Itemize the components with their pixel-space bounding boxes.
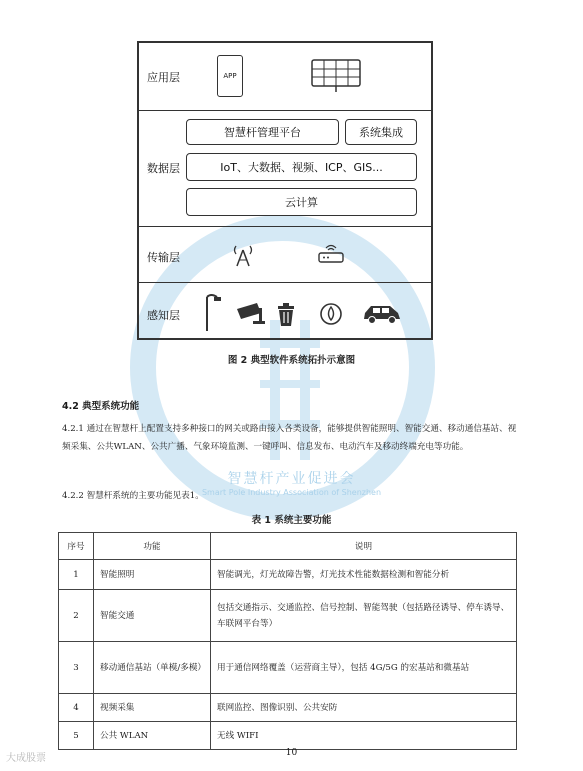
header-no: 序号 — [59, 533, 94, 560]
display-screen-icon — [311, 59, 361, 93]
corner-logo: 大成股票 — [6, 753, 46, 764]
header-function: 功能 — [94, 533, 211, 560]
figure-caption: 图 2 典型软件系统拓扑示意图 — [227, 355, 356, 366]
bigdata-box: IoT、大数据、视频、ICP、GIS... — [186, 153, 417, 181]
header-description: 说明 — [211, 533, 517, 560]
paragraph-4-2-2: 4.2.2 智慧杆系统的主要功能见表1。 — [62, 491, 204, 501]
platform-box: 智慧杆管理平台 — [186, 119, 339, 145]
row-description: 智能调光，灯光故障告警，灯光技术性能数据检测和智能分析 — [211, 560, 517, 590]
section-title: 4.2 典型系统功能 — [62, 401, 140, 412]
layer-label-transport: 传输层 — [147, 251, 180, 264]
page-number: 10 — [285, 748, 298, 758]
row-no: 1 — [59, 560, 94, 590]
antenna-icon — [231, 242, 255, 268]
integration-box: 系统集成 — [345, 119, 417, 145]
row-function: 智能交通 — [94, 590, 211, 642]
watermark-cn: 智慧杆产业促进会 — [227, 471, 356, 487]
environment-sensor-icon — [319, 302, 343, 326]
row-no: 4 — [59, 694, 94, 722]
paragraph-4-2-1: 4.2.1 通过在智慧杆上配置支持多种接口的网关或路由接入各类设备，能够提供智能照明、智能交通、移动通信基站、视频采集、公共WLAN、公共广播、气象环境监测、一键呼叫、信息发布、电动汽车及移动终端充电等功能。 — [62, 424, 517, 452]
row-function: 视频采集 — [94, 694, 211, 722]
row-description: 联网监控、图像识别、公共安防 — [211, 694, 517, 722]
camera-icon — [235, 301, 267, 327]
layer-divider — [139, 226, 431, 227]
table-title: 表 1 系统主要功能 — [251, 515, 332, 526]
table-row — [59, 722, 517, 750]
layer-label-data: 数据层 — [147, 162, 180, 175]
layer-divider — [139, 110, 431, 111]
cloud-box: 云计算 — [186, 188, 417, 216]
table-row — [59, 642, 517, 694]
row-no: 3 — [59, 642, 94, 694]
table-header-row — [59, 533, 517, 560]
row-function: 移动通信基站（单模/多模） — [94, 642, 211, 694]
row-description: 无线 WIFI — [211, 722, 517, 750]
layer-label-application: 应用层 — [147, 71, 180, 84]
street-lamp-icon — [201, 291, 223, 333]
row-function: 公共 WLAN — [94, 722, 211, 750]
watermark-en: Smart Pole Industry Association of Shenzhen — [201, 488, 382, 497]
layer-divider — [139, 282, 431, 283]
app-icon-label: APP — [223, 72, 237, 80]
table-row — [59, 694, 517, 722]
trash-bin-icon — [275, 301, 297, 327]
functions-table — [58, 532, 517, 750]
row-description: 包括交通指示、交通监控、信号控制、智能驾驶（包括路径诱导、停车诱导、车联网平台等） — [211, 590, 517, 642]
layer-label-perception: 感知层 — [147, 309, 180, 322]
car-icon — [362, 303, 402, 325]
phone-icon — [217, 55, 243, 97]
table-row — [59, 590, 517, 642]
router-icon — [317, 242, 345, 266]
topology-diagram — [137, 41, 433, 340]
table-row — [59, 560, 517, 590]
row-description: 用于通信网络覆盖（运营商主导），包括 4G/5G 的宏基站和微基站 — [211, 642, 517, 694]
row-no: 5 — [59, 722, 94, 750]
row-no: 2 — [59, 590, 94, 642]
row-function: 智能照明 — [94, 560, 211, 590]
